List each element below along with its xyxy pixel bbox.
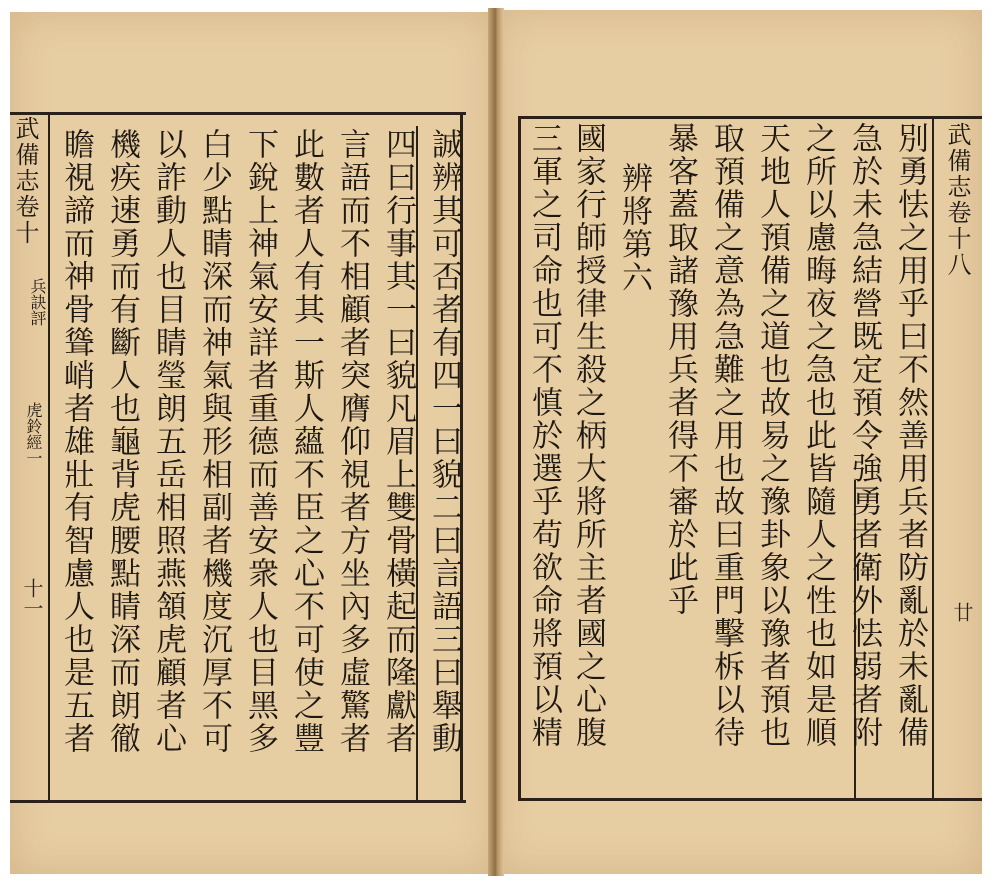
right-column-6: 暴客蓋取諸豫用兵者得不審於此乎 (662, 122, 698, 617)
right-column-3: 之所以慮晦夜之急也此皆隨人之性也如是順 (800, 122, 836, 749)
left-margin-source: 虎鈴經一 (24, 402, 43, 466)
left-column-4: 此數者人有其一斯人蘊不臣之心不可使之豐 (288, 128, 324, 755)
left-column-5: 下銳上神氣安詳者重德而善安衆人也目黑多 (242, 128, 278, 755)
right-page (496, 10, 982, 874)
left-bottom-border (10, 800, 466, 803)
left-column-2: 四曰行事其一曰貌凡眉上雙骨橫起而隆獻者 (380, 128, 416, 755)
left-page (10, 12, 494, 874)
left-column-9: 瞻視諦而神骨聳峭者雄壯有智慮人也是五者 (58, 128, 94, 755)
left-column-7: 以詐動人也目睛瑩朗五岳相照燕頷虎顧者心 (150, 128, 186, 755)
left-column-8: 機疾速勇而有斷人也龜背虎腰點睛深而朗徹 (104, 128, 140, 755)
right-column-4: 天地人預備之道也故易之豫卦象以豫者預也 (754, 122, 790, 749)
right-column-5: 取預備之意為急難之用也故曰重門擊柝以待 (708, 122, 744, 749)
left-margin-title: 武備志卷十 (11, 116, 39, 246)
right-column-2: 急於未急結營既定預令強勇者衛外怯弱者附 (846, 122, 882, 749)
right-bottom-border (518, 798, 982, 801)
left-column-3: 言語而不相顧者突膺仰視者方坐內多虛驚者 (334, 128, 370, 755)
left-margin-border (48, 112, 50, 802)
left-column-6: 白少點睛深而神氣與形相副者機度沉厚不可 (196, 128, 232, 755)
right-folio-number: 廿 (950, 602, 974, 622)
right-column-1: 別勇怯之用乎曰不然善用兵者防亂於未亂備 (892, 122, 928, 749)
right-column-8: 國家行師授律生殺之柄大將所主者國之心腹 (570, 122, 606, 749)
left-folio-number: 十一 (20, 578, 44, 618)
left-margin-section: 兵訣評 (28, 278, 47, 326)
right-column-9: 三軍之司命也可不慎於選乎苟欲命將預以精 (526, 122, 562, 749)
section-heading: 辨將第六 (616, 162, 652, 294)
right-margin-title: 武備志卷十八 (943, 122, 971, 278)
left-inner-border (416, 126, 418, 802)
book-gutter (488, 8, 504, 876)
right-top-border (518, 116, 982, 119)
left-top-border (10, 112, 466, 115)
right-outer-border (518, 116, 521, 800)
right-margin-border (932, 116, 934, 800)
left-column-1: 誠辨其可否者有四一曰貌二曰言語三曰舉動 (426, 128, 462, 755)
